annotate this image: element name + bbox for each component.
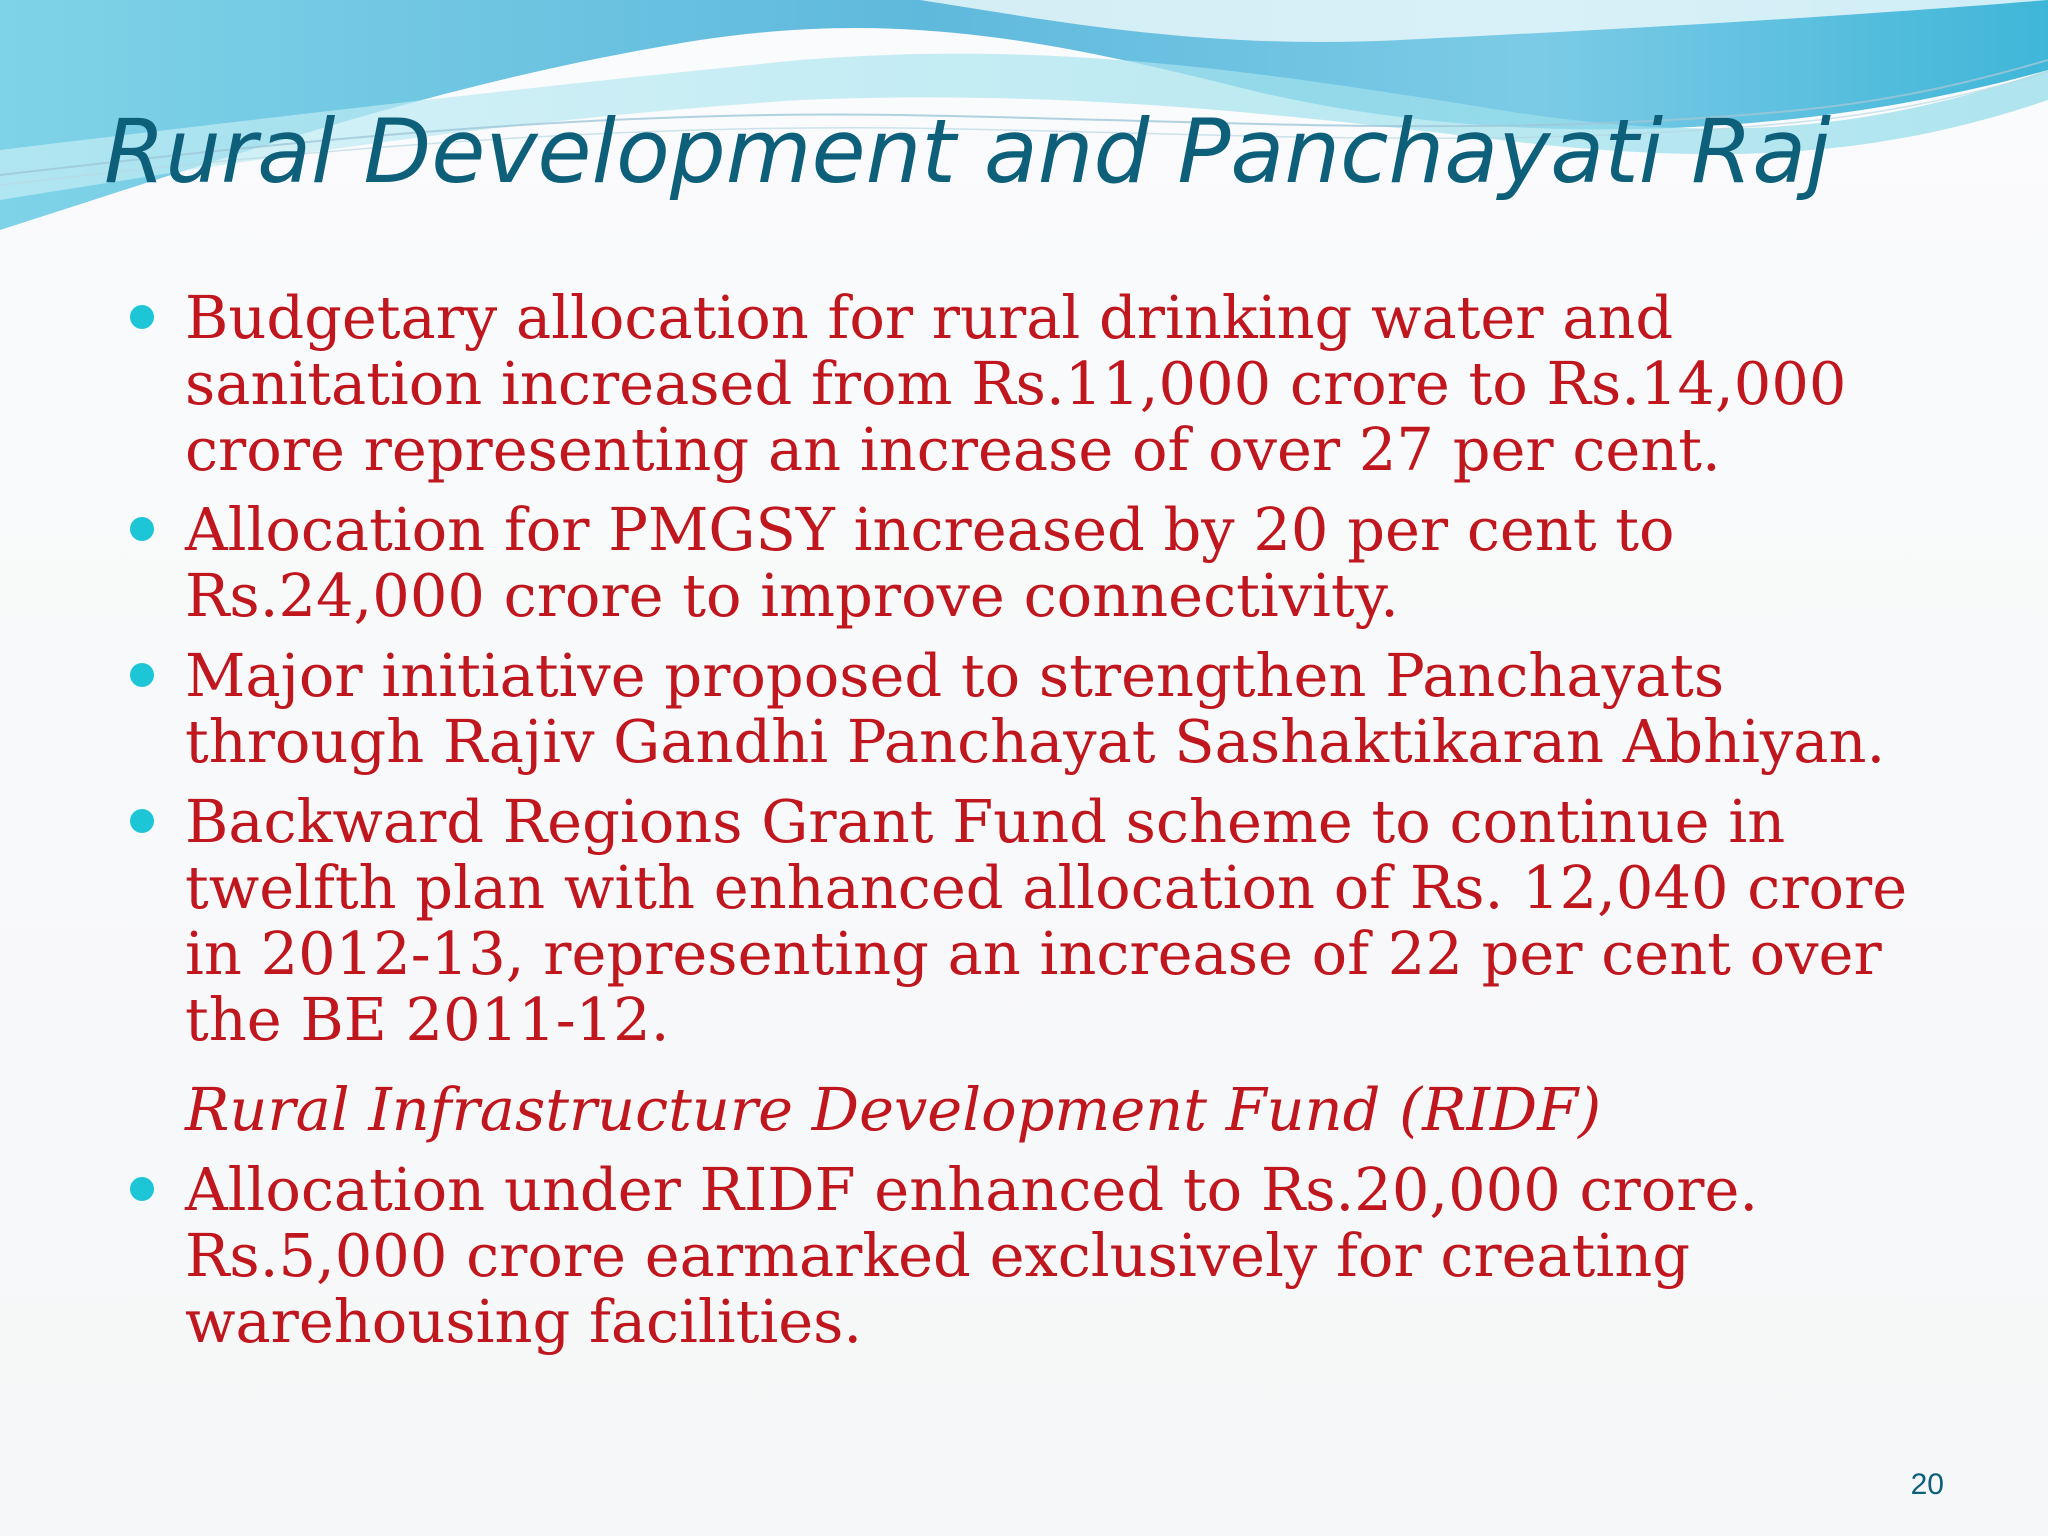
bullet-text: Major initiative proposed to strengthen Panchayats through Rajiv Gandhi Panchayat Sashaktikaran Abhiyan. <box>185 641 1886 776</box>
bullet-dot-icon <box>130 663 154 687</box>
page-number: 20 <box>1910 1468 1944 1501</box>
bullet-dot-icon <box>130 809 154 833</box>
bullet-item <box>130 285 1930 483</box>
bullet-list <box>130 285 1930 1369</box>
bullet-item <box>130 1157 1930 1355</box>
bullet-text: Backward Regions Grant Fund scheme to continue in twelfth plan with enhanced allocation of Rs. 12,040 crore in 2012-13, representing an increase of 22 per cent over the BE 2011-12. <box>185 787 1908 1054</box>
bullet-text: Allocation for PMGSY increased by 20 per cent to Rs.24,000 crore to improve connectivity. <box>185 495 1675 630</box>
bullet-text: Budgetary allocation for rural drinking water and sanitation increased from Rs.11,000 crore to Rs.14,000 crore representing an increase of over 27 per cent. <box>185 283 1847 484</box>
bullet-item <box>130 497 1930 629</box>
slide-title: Rural Development and Panchayati Raj <box>104 100 1831 203</box>
section-subheading: Rural Infrastructure Development Fund (RIDF) <box>185 1075 1602 1144</box>
bullet-dot-icon <box>130 305 154 329</box>
bullet-item <box>130 789 1930 1053</box>
bullet-text: Allocation under RIDF enhanced to Rs.20,000 crore. Rs.5,000 crore earmarked exclusively for creating warehousing facilities. <box>185 1155 1759 1356</box>
bullet-item <box>130 643 1930 775</box>
bullet-dot-icon <box>130 1177 154 1201</box>
bullet-dot-icon <box>130 517 154 541</box>
